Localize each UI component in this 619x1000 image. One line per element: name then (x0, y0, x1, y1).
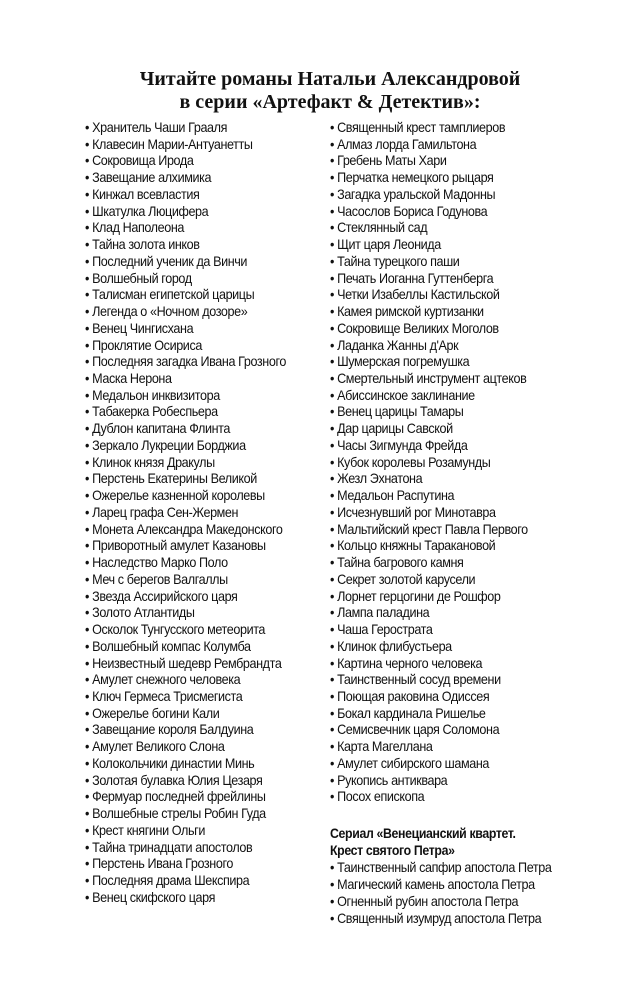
list-item: • Перстень Екатерины Великой (85, 470, 286, 487)
list-item: • Картина черного человека (330, 655, 528, 672)
list-item: • Тайна золота инков (85, 236, 286, 253)
list-item: • Табакерка Робеспьера (85, 403, 286, 420)
list-item: • Последний ученик да Винчи (85, 253, 286, 270)
list-item: • Дар царицы Савской (330, 420, 528, 437)
list-item: • Талисман египетской царицы (85, 286, 286, 303)
list-item: • Медальон инквизитора (85, 387, 286, 404)
list-item: • Амулет Великого Слона (85, 738, 286, 755)
book-list-right (330, 119, 550, 805)
title-line-1: Читайте романы Натальи Александровой (139, 68, 521, 90)
list-item: • Гребень Маты Хари (330, 152, 528, 169)
list-item: • Фермуар последней фрейлины (85, 788, 286, 805)
list-item: • Ладанка Жанны д'Арк (330, 337, 528, 354)
list-item: • Мальтийский крест Павла Первого (330, 521, 528, 538)
list-item: • Клад Наполеона (85, 219, 286, 236)
list-item: • Неизвестный шедевр Рембрандта (85, 655, 286, 672)
list-item: • Часослов Бориса Годунова (330, 203, 528, 220)
list-item: • Таинственный сапфир апостола Петра (330, 859, 551, 876)
list-item: • Проклятие Осириса (85, 337, 286, 354)
list-item: • Рукопись антиквара (330, 772, 528, 789)
list-item: • Кубок королевы Розамунды (330, 454, 528, 471)
list-item: • Амулет сибирского шамана (330, 755, 528, 772)
list-item: • Зеркало Лукреции Борджиа (85, 437, 286, 454)
list-item: • Золотая булавка Юлия Цезаря (85, 772, 286, 789)
series-heading-line-1: Сериал «Венецианский квартет. (330, 825, 516, 841)
list-item: • Ларец графа Сен-Жермен (85, 504, 286, 521)
list-item: • Огненный рубин апостола Петра (330, 893, 551, 910)
list-item: • Золото Атлантиды (85, 604, 286, 621)
list-item: • Наследство Марко Поло (85, 554, 286, 571)
list-item: • Таинственный сосуд времени (330, 671, 528, 688)
list-item: • Шкатулка Люцифера (85, 203, 286, 220)
list-item: • Камея римской куртизанки (330, 303, 528, 320)
list-item: • Амулет снежного человека (85, 671, 286, 688)
list-item: • Семисвечник царя Соломона (330, 721, 528, 738)
list-item: • Жезл Эхнатона (330, 470, 528, 487)
list-item: • Монета Александра Македонского (85, 521, 286, 538)
list-item: • Венец Чингисхана (85, 320, 286, 337)
list-item: • Абиссинское заклинание (330, 387, 528, 404)
list-item: • Медальон Распутина (330, 487, 528, 504)
list-item: • Меч с берегов Валгаллы (85, 571, 286, 588)
series-heading-line-2: Крест святого Петра» (330, 842, 455, 858)
list-item: • Клинок князя Дракулы (85, 454, 286, 471)
list-item: • Звезда Ассирийского царя (85, 588, 286, 605)
list-item: • Священный крест тамплиеров (330, 119, 528, 136)
list-item: • Сокровища Ирода (85, 152, 286, 169)
page-title (0, 68, 619, 114)
list-item: • Приворотный амулет Казановы (85, 537, 286, 554)
list-item: • Щит царя Леонида (330, 236, 528, 253)
list-item: • Легенда о «Ночном дозоре» (85, 303, 286, 320)
list-item: • Перстень Ивана Грозного (85, 855, 286, 872)
list-item: • Перчатка немецкого рыцаря (330, 169, 528, 186)
list-item: • Тайна тринадцати апостолов (85, 839, 286, 856)
list-item: • Бокал кардинала Ришелье (330, 705, 528, 722)
list-item: • Волшебные стрелы Робин Гуда (85, 805, 286, 822)
list-item: • Маска Нерона (85, 370, 286, 387)
list-item: • Ожерелье богини Кали (85, 705, 286, 722)
list-item: • Завещание короля Балдуина (85, 721, 286, 738)
list-item: • Венец царицы Тамары (330, 403, 528, 420)
list-item: • Секрет золотой карусели (330, 571, 528, 588)
list-item: • Тайна багрового камня (330, 554, 528, 571)
list-item: • Клинок флибустьера (330, 638, 528, 655)
list-item: • Карта Магеллана (330, 738, 528, 755)
list-item: • Тайна турецкого паши (330, 253, 528, 270)
list-item: • Загадка уральской Мадонны (330, 186, 528, 203)
list-item: • Печать Иоганна Гуттенберга (330, 270, 528, 287)
book-list-left (85, 119, 308, 906)
list-item: • Венец скифского царя (85, 889, 286, 906)
list-item: • Шумерская погремушка (330, 353, 528, 370)
list-item: • Лорнет герцогини де Рошфор (330, 588, 528, 605)
list-item: • Дублон капитана Флинта (85, 420, 286, 437)
series-section (330, 825, 576, 927)
list-item: • Ключ Гермеса Трисмегиста (85, 688, 286, 705)
list-item: • Посох епископа (330, 788, 528, 805)
list-item: • Крест княгини Ольги (85, 822, 286, 839)
list-item: • Завещание алхимика (85, 169, 286, 186)
list-item: • Исчезнувший рог Минотавра (330, 504, 528, 521)
list-item: • Четки Изабеллы Кастильской (330, 286, 528, 303)
list-item: • Священный изумруд апостола Петра (330, 910, 551, 927)
list-item: • Алмаз лорда Гамильтона (330, 136, 528, 153)
list-item: • Волшебный город (85, 270, 286, 287)
list-item: • Хранитель Чаши Грааля (85, 119, 286, 136)
list-item: • Поющая раковина Одиссея (330, 688, 528, 705)
list-item: • Лампа паладина (330, 604, 528, 621)
list-item: • Последняя драма Шекспира (85, 872, 286, 889)
list-item: • Клавесин Марии-Антуанетты (85, 136, 286, 153)
list-item: • Сокровище Великих Моголов (330, 320, 528, 337)
list-item: • Магический камень апостола Петра (330, 876, 551, 893)
list-item: • Стеклянный сад (330, 219, 528, 236)
list-item: • Ожерелье казненной королевы (85, 487, 286, 504)
series-list (330, 859, 576, 927)
title-line-2: в серии «Артефакт & Детектив»: (179, 91, 481, 113)
list-item: • Волшебный компас Колумба (85, 638, 286, 655)
list-item: • Осколок Тунгусского метеорита (85, 621, 286, 638)
list-item: • Кинжал всевластия (85, 186, 286, 203)
list-item: • Чаша Герострата (330, 621, 528, 638)
list-item: • Кольцо княжны Таракановой (330, 537, 528, 554)
list-item: • Последняя загадка Ивана Грозного (85, 353, 286, 370)
list-item: • Часы Зигмунда Фрейда (330, 437, 528, 454)
list-item: • Смертельный инструмент ацтеков (330, 370, 528, 387)
list-item: • Колокольчики династии Минь (85, 755, 286, 772)
